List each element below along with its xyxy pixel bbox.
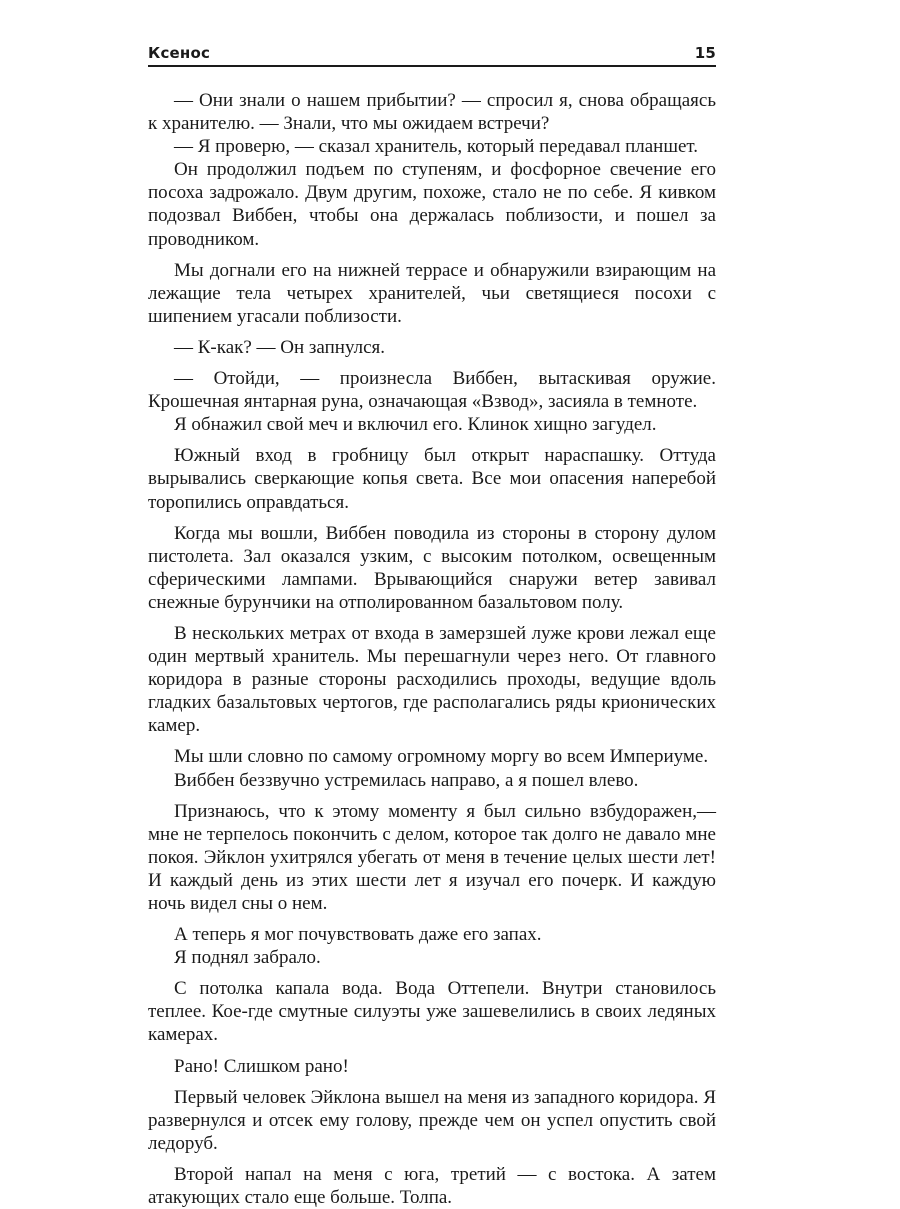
paragraph: А теперь я мог почувствовать даже его запах.: [174, 924, 542, 946]
page-number: 15: [694, 44, 716, 62]
running-header: [148, 36, 716, 67]
paragraph: Первый человек Эйклона вышел на меня из западного коридора. Я развернулся и отсек ему голову, прежде чем он успел опустить свой ледоруб.: [148, 1086, 716, 1154]
body-text: [148, 89, 716, 1209]
paragraph: Он продолжил подъем по ступеням, и фосфорное свечение его посоха задрожало. Двум другим, похоже, стало не по себе. Я кивком подозвал Виббен, чтобы она держалась поблизости, и пошел за проводником.: [148, 159, 716, 250]
paragraph: Виббен беззвучно устремилась направо, а я пошел влево.: [174, 769, 639, 791]
book-page: [148, 36, 716, 1209]
paragraph: Рано! Слишком рано!: [174, 1055, 349, 1077]
paragraph: Второй напал на меня с юга, третий — с востока. А затем атакующих стало еще больше. Толпа.: [148, 1163, 716, 1209]
paragraph: Я обнажил свой меч и включил его. Клинок хищно загудел.: [174, 414, 657, 436]
paragraph: Когда мы вошли, Виббен поводила из стороны в сторону дулом пистолета. Зал оказался узким, с высоким потолком, освещенным сферическими лампами. Врывающийся снаружи ветер завивал снежные бурунчики на отполированном базальтовом полу.: [148, 522, 716, 613]
paragraph: Мы шли словно по самому огромному моргу во всем Империуме.: [174, 746, 709, 768]
paragraph: Южный вход в гробницу был открыт нараспашку. Оттуда вырывались сверкающие копья света. Все мои опасения наперебой торопились оправдаться.: [148, 445, 716, 513]
paragraph: — Я проверю, — сказал хранитель, который передавал планшет.: [174, 136, 699, 158]
paragraph: В нескольких метрах от входа в замерзшей луже крови лежал еще один мертвый хранитель. Мы перешагнули через него. От главного коридора в разные стороны расходились проходы, ведущие вдоль гладких базальтовых чертогов, где располагались ряды крионических камер.: [148, 622, 716, 737]
paragraph: Мы догнали его на нижней террасе и обнаружили взирающим на лежащие тела четырех хранителей, чьи светящиеся посохи с шипением угасали поблизости.: [148, 259, 716, 327]
paragraph: — К-как? — Он запнулся.: [174, 336, 386, 358]
paragraph: Я поднял забрало.: [174, 947, 321, 969]
paragraph: — Отойди, — произнесла Виббен, вытаскивая оружие. Крошечная янтарная руна, означающая «Взвод», засияла в темноте.: [148, 368, 716, 413]
paragraph: Признаюсь, что к этому моменту я был сильно взбудоражен,— мне не терпелось покончить с делом, которое так долго не давало мне покоя. Эйклон ухитрялся убегать от меня в течение целых шести лет! И каждый день из этих шести лет я изучал его почерк. И каждую ночь видел сны о нем.: [148, 800, 716, 914]
paragraph: С потолка капала вода. Вода Оттепели. Внутри становилось теплее. Кое-где смутные силуэты уже зашевелились в своих ледяных камерах.: [148, 978, 716, 1046]
running-title: Ксенос: [148, 44, 211, 62]
paragraph: — Они знали о нашем прибытии? — спросил я, снова обращаясь к хранителю. — Знали, что мы ожидаем встречи?: [148, 90, 716, 135]
